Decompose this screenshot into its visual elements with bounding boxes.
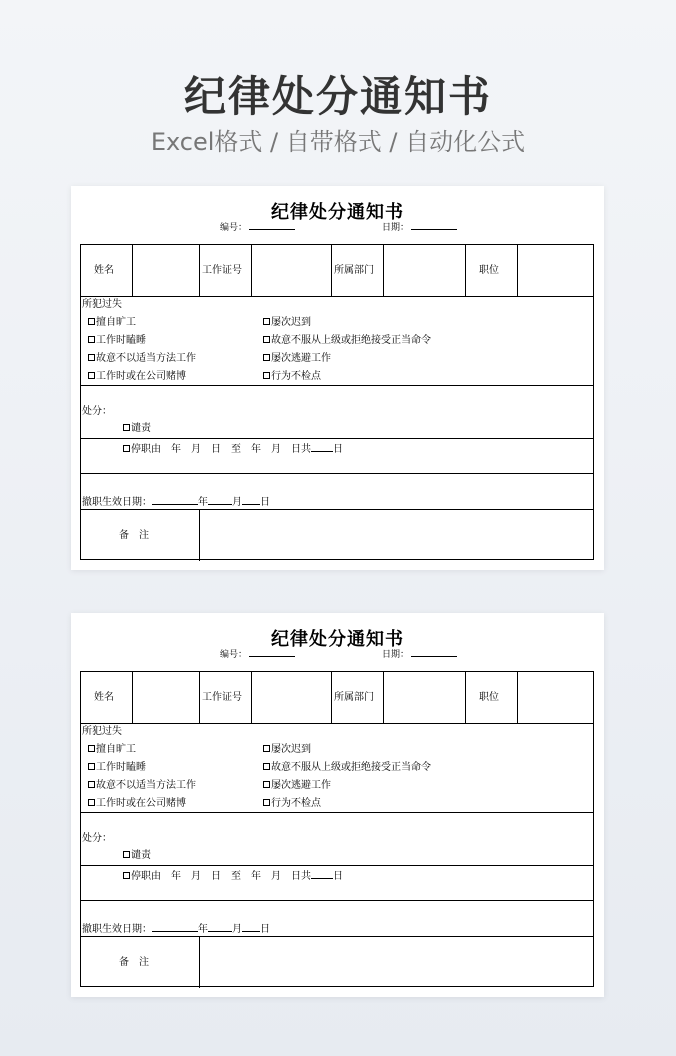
checkbox[interactable] bbox=[263, 799, 270, 806]
row-divider bbox=[81, 296, 593, 297]
violation-item: 工作时或在公司赌博 bbox=[88, 798, 186, 810]
date-blank bbox=[411, 648, 457, 657]
col-divider bbox=[199, 509, 200, 561]
row-divider bbox=[81, 936, 593, 937]
checkbox[interactable] bbox=[263, 372, 270, 379]
warning-option: 谴责 bbox=[123, 423, 151, 435]
warning-option: 谴责 bbox=[123, 850, 151, 862]
checkbox[interactable] bbox=[263, 336, 270, 343]
col-divider bbox=[517, 672, 518, 723]
form-table bbox=[80, 244, 594, 560]
form-preview-1 bbox=[71, 186, 604, 570]
col-divider bbox=[199, 672, 200, 723]
violation-item: 擅自旷工 bbox=[88, 744, 136, 756]
col-divider bbox=[331, 672, 332, 723]
col-divider bbox=[465, 672, 466, 723]
dept-label: 所属部门 bbox=[334, 265, 374, 276]
checkbox[interactable] bbox=[88, 799, 95, 806]
violations-heading: 所犯过失 bbox=[82, 299, 122, 310]
checkbox[interactable] bbox=[263, 781, 270, 788]
row-divider bbox=[81, 900, 593, 901]
dept-label: 所属部门 bbox=[334, 692, 374, 703]
col-divider bbox=[132, 245, 133, 296]
violation-item: 屡次迟到 bbox=[263, 744, 311, 756]
position-label: 职位 bbox=[479, 265, 499, 276]
number-field bbox=[220, 220, 295, 233]
row-divider bbox=[81, 812, 593, 813]
name-label: 姓名 bbox=[94, 692, 114, 703]
violation-item: 工作时瞌睡 bbox=[88, 335, 146, 347]
violation-item: 故意不以适当方法工作 bbox=[88, 353, 196, 365]
checkbox[interactable] bbox=[123, 445, 130, 452]
date-label: 日期： bbox=[382, 650, 410, 660]
checkbox[interactable] bbox=[88, 745, 95, 752]
checkbox[interactable] bbox=[88, 354, 95, 361]
date-label: 日期： bbox=[382, 223, 410, 233]
row-divider bbox=[81, 509, 593, 510]
violation-item: 工作时瞌睡 bbox=[88, 762, 146, 774]
name-label: 姓名 bbox=[94, 265, 114, 276]
violation-item: 擅自旷工 bbox=[88, 317, 136, 329]
checkbox[interactable] bbox=[88, 336, 95, 343]
remarks-label: 备 注 bbox=[119, 530, 149, 541]
day-blank bbox=[242, 495, 260, 505]
checkbox[interactable] bbox=[123, 872, 130, 879]
checkbox[interactable] bbox=[123, 424, 130, 431]
checkbox[interactable] bbox=[88, 372, 95, 379]
violation-item: 行为不检点 bbox=[263, 371, 321, 383]
col-divider bbox=[383, 672, 384, 723]
col-divider bbox=[331, 245, 332, 296]
checkbox[interactable] bbox=[263, 763, 270, 770]
date-field bbox=[382, 220, 457, 233]
col-divider bbox=[132, 672, 133, 723]
row-divider bbox=[81, 865, 593, 866]
col-divider bbox=[251, 245, 252, 296]
checkbox[interactable] bbox=[123, 851, 130, 858]
checkbox[interactable] bbox=[88, 763, 95, 770]
col-divider bbox=[199, 936, 200, 988]
row-divider bbox=[81, 385, 593, 386]
checkbox[interactable] bbox=[263, 745, 270, 752]
year-blank bbox=[152, 495, 198, 505]
form-table bbox=[80, 671, 594, 987]
document-title: 纪律处分通知书 bbox=[271, 629, 404, 650]
col-divider bbox=[251, 672, 252, 723]
suspend-option: 停职由 年 月 日 至 年 月 日共 日 bbox=[123, 869, 343, 883]
violation-item: 屡次逃避工作 bbox=[263, 780, 331, 792]
violation-item: 故意不以适当方法工作 bbox=[88, 780, 196, 792]
number-field bbox=[220, 647, 295, 660]
row-divider bbox=[81, 723, 593, 724]
days-blank bbox=[311, 869, 333, 879]
page-subtitle: Excel格式 / 自带格式 / 自动化公式 bbox=[150, 128, 526, 156]
violation-item: 屡次逃避工作 bbox=[263, 353, 331, 365]
number-blank bbox=[249, 221, 295, 230]
id-label: 工作证号 bbox=[202, 265, 242, 276]
number-blank bbox=[249, 648, 295, 657]
violation-item: 屡次迟到 bbox=[263, 317, 311, 329]
punishment-heading: 处分： bbox=[82, 833, 112, 844]
checkbox[interactable] bbox=[263, 354, 270, 361]
number-label: 编号： bbox=[220, 223, 248, 233]
day-blank bbox=[242, 922, 260, 932]
page-title: 纪律处分通知书 bbox=[183, 72, 492, 121]
col-divider bbox=[517, 245, 518, 296]
punishment-heading: 处分： bbox=[82, 406, 112, 417]
position-label: 职位 bbox=[479, 692, 499, 703]
id-label: 工作证号 bbox=[202, 692, 242, 703]
checkbox[interactable] bbox=[263, 318, 270, 325]
date-blank bbox=[411, 221, 457, 230]
dismissal-date: 撤职生效日期： 年 月 日 bbox=[82, 497, 270, 508]
violation-item: 工作时或在公司赌博 bbox=[88, 371, 186, 383]
violation-item: 故意不服从上级或拒绝接受正当命令 bbox=[263, 335, 431, 347]
remarks-label: 备 注 bbox=[119, 957, 149, 968]
document-title: 纪律处分通知书 bbox=[271, 202, 404, 223]
violation-item: 行为不检点 bbox=[263, 798, 321, 810]
form-preview-2 bbox=[71, 613, 604, 997]
violations-heading: 所犯过失 bbox=[82, 726, 122, 737]
date-field bbox=[382, 647, 457, 660]
col-divider bbox=[383, 245, 384, 296]
days-blank bbox=[311, 442, 333, 452]
row-divider bbox=[81, 438, 593, 439]
col-divider bbox=[465, 245, 466, 296]
month-blank bbox=[208, 495, 232, 505]
violation-item: 故意不服从上级或拒绝接受正当命令 bbox=[263, 762, 431, 774]
checkbox[interactable] bbox=[88, 318, 95, 325]
month-blank bbox=[208, 922, 232, 932]
suspend-option: 停职由 年 月 日 至 年 月 日共 日 bbox=[123, 442, 343, 456]
col-divider bbox=[199, 245, 200, 296]
number-label: 编号： bbox=[220, 650, 248, 660]
checkbox[interactable] bbox=[88, 781, 95, 788]
dismissal-date: 撤职生效日期： 年 月 日 bbox=[82, 924, 270, 935]
year-blank bbox=[152, 922, 198, 932]
row-divider bbox=[81, 473, 593, 474]
